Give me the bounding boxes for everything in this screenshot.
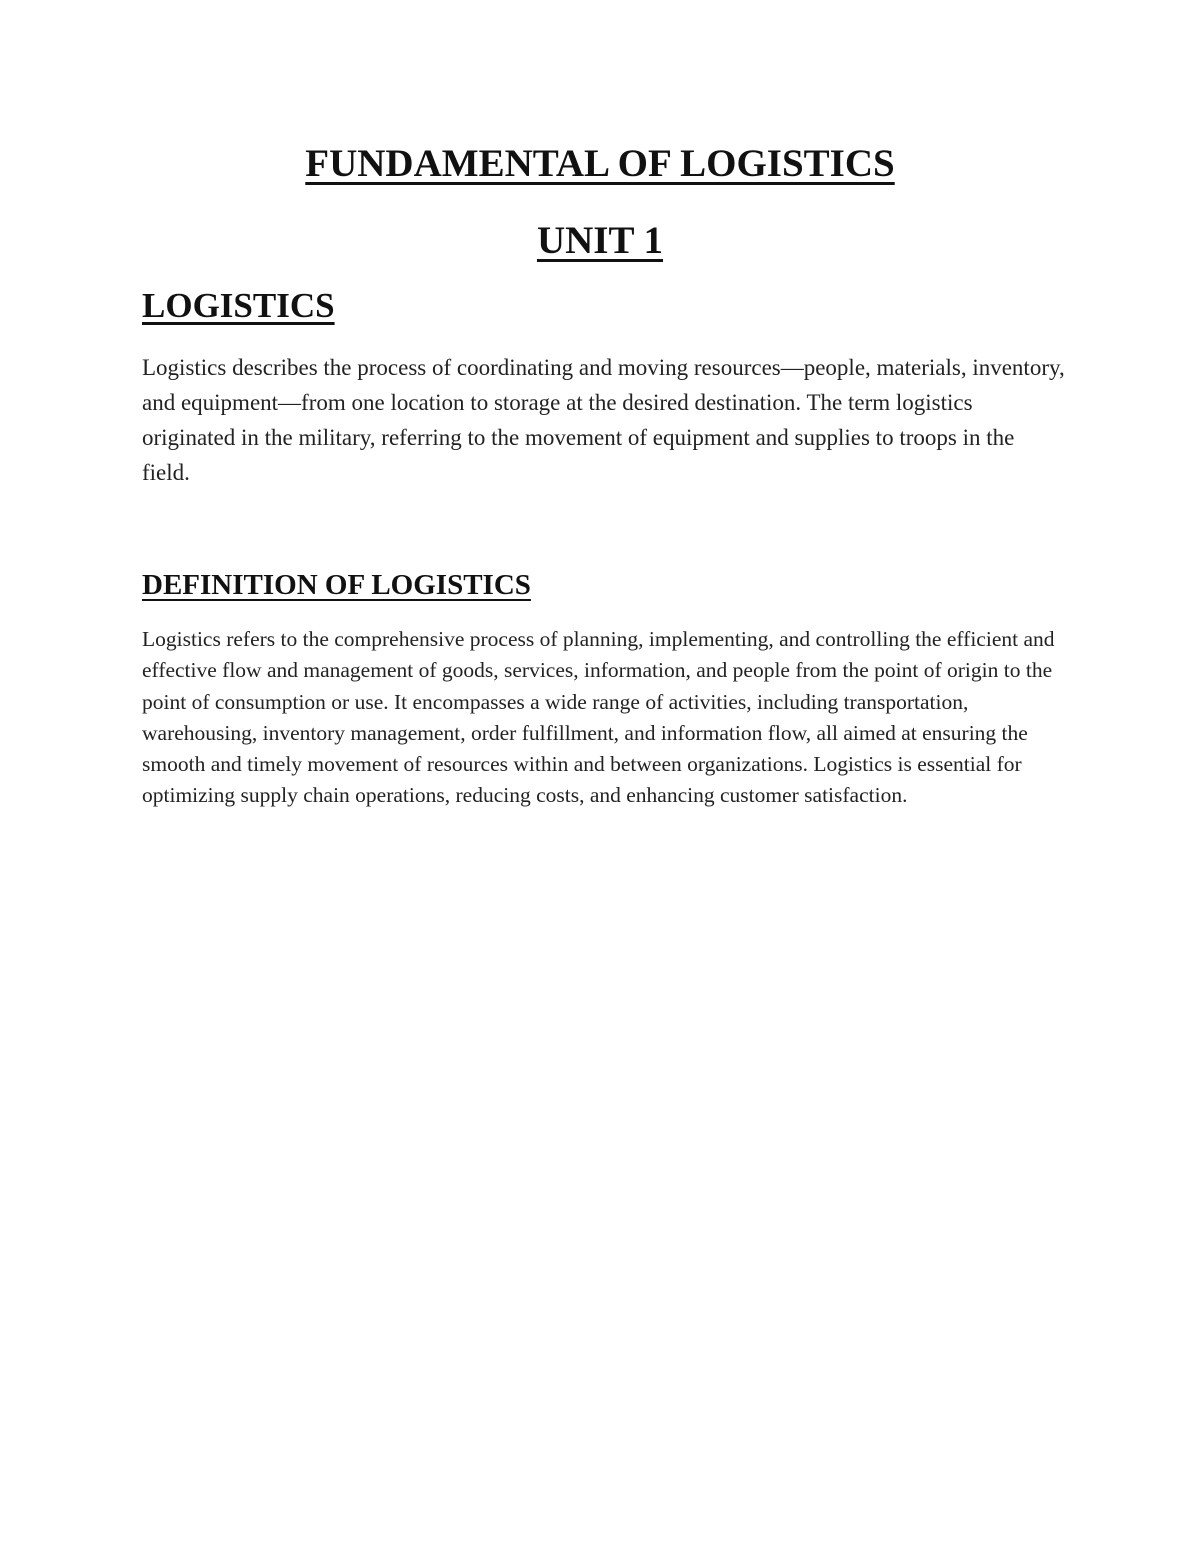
document-title: FUNDAMENTAL OF LOGISTICS xyxy=(305,142,895,185)
section-heading-definition: DEFINITION OF LOGISTICS xyxy=(142,569,531,601)
section-body-logistics: Logistics describes the process of coordinating and moving resources—people, materials, inventory, and equipment—from one location to storage at the desired destination. The term logistics originated in the military, referring to the movement of equipment and supplies to troops in the field. xyxy=(142,355,1065,485)
section-body-definition: Logistics refers to the comprehensive process of planning, implementing, and controlling the efficient and effective flow and management of goods, services, information, and people from the point of origin to the point of consumption or use. It encompasses a wide range of activities, including transportation, warehousing, inventory management, order fulfillment, and information flow, all aimed at ensuring the smooth and timely movement of resources within and between organizations. Logistics is essential for optimizing supply chain operations, reducing costs, and enhancing customer satisfaction. xyxy=(142,627,1055,808)
unit-title: UNIT 1 xyxy=(536,219,664,262)
section-heading-logistics: LOGISTICS xyxy=(142,286,335,325)
